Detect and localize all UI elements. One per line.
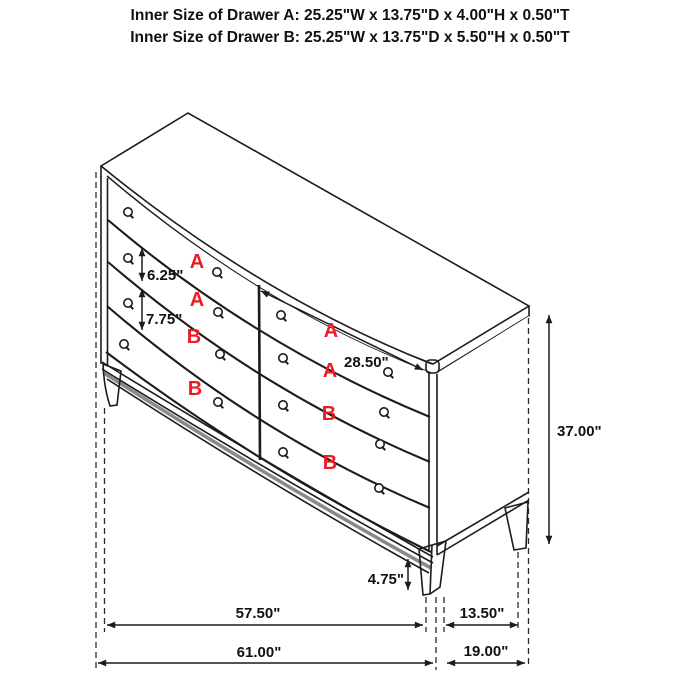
drawer-center-divider: [259, 285, 260, 460]
dim-drawer-a-height: 6.25": [147, 267, 184, 284]
dim-drawer-b-height: 7.75": [146, 311, 183, 328]
dim-leg-height: 4.75": [367, 571, 404, 588]
label-right-drawer-1: A: [323, 320, 339, 342]
dim-overall-height: 37.00": [557, 423, 602, 440]
label-left-drawer-1: A: [189, 251, 205, 273]
title-line-drawer-a: Inner Size of Drawer A: 25.25"W x 13.75"D x 4.00"H x 0.50"T: [130, 7, 570, 24]
label-left-drawer-4: B: [187, 378, 203, 400]
front-left-leg: [103, 364, 121, 406]
label-right-drawer-4: B: [322, 452, 338, 474]
dresser-body: [101, 113, 529, 595]
label-left-drawer-3: B: [186, 326, 202, 348]
dim-front-width: 57.50": [235, 605, 281, 622]
label-right-drawer-2: A: [322, 360, 338, 382]
title-line-drawer-b: Inner Size of Drawer B: 25.25"W x 13.75"D x 5.50"H x 0.50"T: [130, 29, 570, 46]
dim-side-depth: 13.50": [459, 605, 505, 622]
label-left-drawer-2: A: [189, 289, 205, 311]
dim-overall-depth: 19.00": [463, 643, 509, 660]
dim-half-front-width: 28.50": [344, 354, 389, 371]
dim-overall-width: 61.00": [236, 644, 282, 661]
label-right-drawer-3: B: [321, 403, 337, 425]
